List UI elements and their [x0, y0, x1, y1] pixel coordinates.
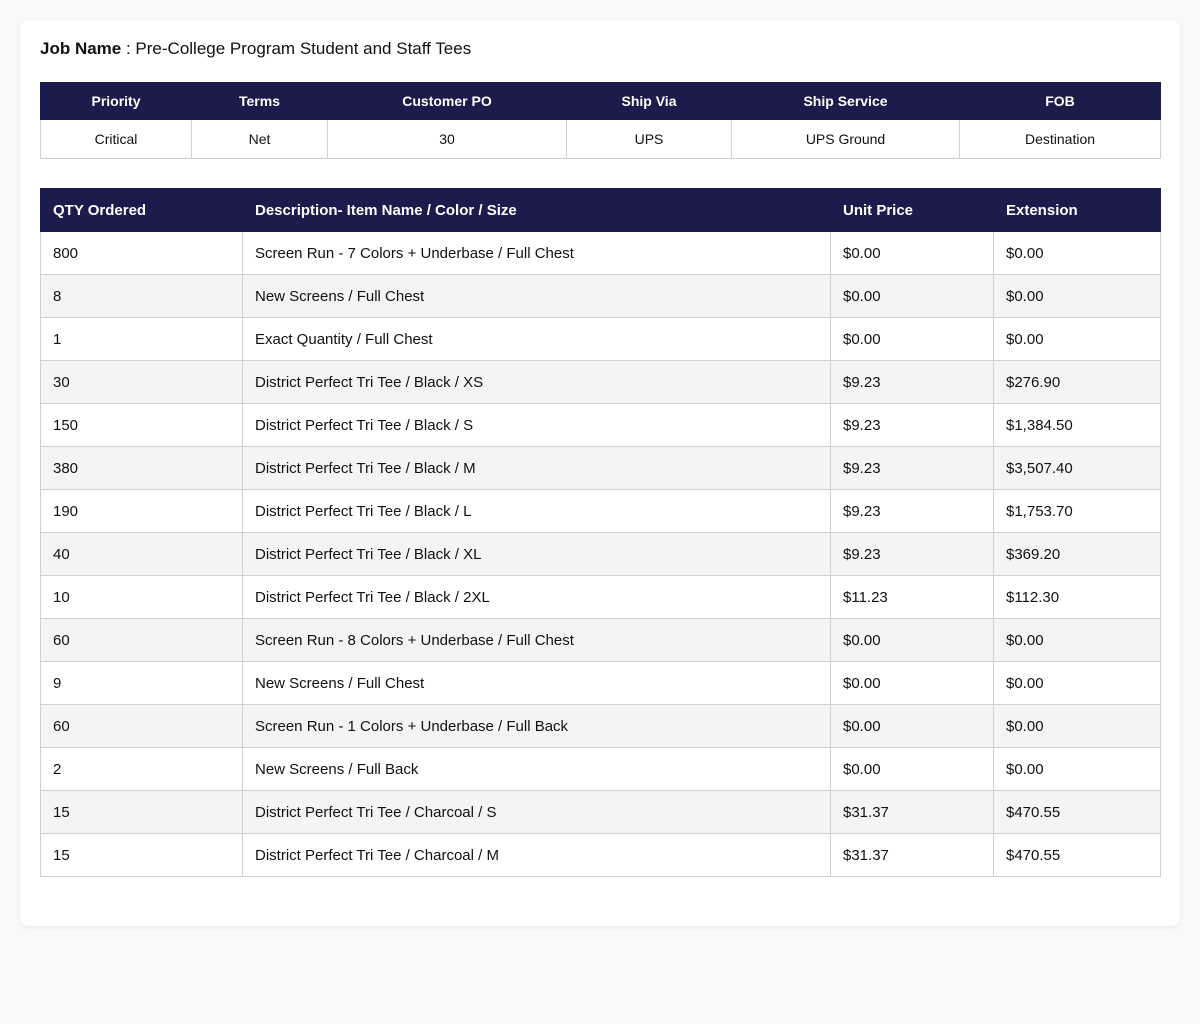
- table-row: [41, 232, 1161, 275]
- unit-price-cell: $31.37: [831, 791, 994, 834]
- meta-value-ship-service: UPS Ground: [732, 120, 960, 159]
- table-row: [41, 361, 1161, 404]
- qty-cell: 2: [41, 748, 243, 791]
- meta-value-row: [41, 120, 1161, 159]
- description-cell: District Perfect Tri Tee / Black / S: [243, 404, 831, 447]
- qty-cell: 40: [41, 533, 243, 576]
- description-cell: District Perfect Tri Tee / Charcoal / S: [243, 791, 831, 834]
- table-row: [41, 748, 1161, 791]
- line-items-body: [41, 232, 1161, 877]
- order-card: [20, 20, 1180, 926]
- meta-header-ship-service: Ship Service: [732, 83, 960, 120]
- qty-cell: 8: [41, 275, 243, 318]
- table-row: [41, 404, 1161, 447]
- items-header-qty: QTY Ordered: [41, 189, 243, 232]
- qty-cell: 150: [41, 404, 243, 447]
- table-row: [41, 490, 1161, 533]
- description-cell: Screen Run - 1 Colors + Underbase / Full Back: [243, 705, 831, 748]
- meta-header-customer-po: Customer PO: [328, 83, 567, 120]
- extension-cell: $0.00: [994, 662, 1161, 705]
- unit-price-cell: $0.00: [831, 232, 994, 275]
- unit-price-cell: $9.23: [831, 361, 994, 404]
- unit-price-cell: $0.00: [831, 705, 994, 748]
- job-name-heading: [40, 38, 471, 60]
- items-header-extension: Extension: [994, 189, 1161, 232]
- extension-cell: $0.00: [994, 619, 1161, 662]
- extension-cell: $470.55: [994, 791, 1161, 834]
- description-cell: District Perfect Tri Tee / Black / XL: [243, 533, 831, 576]
- table-row: [41, 662, 1161, 705]
- table-row: [41, 318, 1161, 361]
- qty-cell: 30: [41, 361, 243, 404]
- qty-cell: 60: [41, 619, 243, 662]
- extension-cell: $0.00: [994, 705, 1161, 748]
- extension-cell: $3,507.40: [994, 447, 1161, 490]
- qty-cell: 800: [41, 232, 243, 275]
- unit-price-cell: $9.23: [831, 404, 994, 447]
- description-cell: New Screens / Full Chest: [243, 662, 831, 705]
- table-row: [41, 619, 1161, 662]
- qty-cell: 15: [41, 834, 243, 877]
- unit-price-cell: $0.00: [831, 748, 994, 791]
- unit-price-cell: $0.00: [831, 662, 994, 705]
- meta-value-ship-via: UPS: [567, 120, 732, 159]
- description-cell: Screen Run - 8 Colors + Underbase / Full Chest: [243, 619, 831, 662]
- unit-price-cell: $9.23: [831, 490, 994, 533]
- job-name-separator: :: [121, 39, 136, 58]
- table-row: [41, 533, 1161, 576]
- extension-cell: $470.55: [994, 834, 1161, 877]
- unit-price-cell: $0.00: [831, 619, 994, 662]
- unit-price-cell: $0.00: [831, 275, 994, 318]
- qty-cell: 380: [41, 447, 243, 490]
- order-meta-table: [40, 82, 1161, 159]
- description-cell: Screen Run - 7 Colors + Underbase / Full Chest: [243, 232, 831, 275]
- qty-cell: 60: [41, 705, 243, 748]
- extension-cell: $0.00: [994, 748, 1161, 791]
- qty-cell: 9: [41, 662, 243, 705]
- table-row: [41, 447, 1161, 490]
- meta-value-terms: Net: [192, 120, 328, 159]
- table-row: [41, 705, 1161, 748]
- unit-price-cell: $0.00: [831, 318, 994, 361]
- table-row: [41, 834, 1161, 877]
- description-cell: Exact Quantity / Full Chest: [243, 318, 831, 361]
- extension-cell: $1,384.50: [994, 404, 1161, 447]
- table-row: [41, 576, 1161, 619]
- description-cell: District Perfect Tri Tee / Black / M: [243, 447, 831, 490]
- extension-cell: $1,753.70: [994, 490, 1161, 533]
- table-row: [41, 275, 1161, 318]
- meta-header-row: [41, 83, 1161, 120]
- description-cell: District Perfect Tri Tee / Black / L: [243, 490, 831, 533]
- meta-value-priority: Critical: [41, 120, 192, 159]
- description-cell: District Perfect Tri Tee / Black / XS: [243, 361, 831, 404]
- job-name-label: Job Name: [40, 39, 122, 58]
- description-cell: District Perfect Tri Tee / Black / 2XL: [243, 576, 831, 619]
- meta-value-fob: Destination: [960, 120, 1161, 159]
- unit-price-cell: $9.23: [831, 533, 994, 576]
- description-cell: New Screens / Full Chest: [243, 275, 831, 318]
- meta-header-ship-via: Ship Via: [567, 83, 732, 120]
- items-header-unit-price: Unit Price: [831, 189, 994, 232]
- extension-cell: $112.30: [994, 576, 1161, 619]
- qty-cell: 15: [41, 791, 243, 834]
- unit-price-cell: $11.23: [831, 576, 994, 619]
- items-header-row: [41, 189, 1161, 232]
- extension-cell: $276.90: [994, 361, 1161, 404]
- meta-header-priority: Priority: [41, 83, 192, 120]
- description-cell: District Perfect Tri Tee / Charcoal / M: [243, 834, 831, 877]
- description-cell: New Screens / Full Back: [243, 748, 831, 791]
- extension-cell: $369.20: [994, 533, 1161, 576]
- job-name-value: Pre-College Program Student and Staff Tees: [135, 39, 472, 58]
- qty-cell: 10: [41, 576, 243, 619]
- meta-value-customer-po: 30: [328, 120, 567, 159]
- qty-cell: 190: [41, 490, 243, 533]
- extension-cell: $0.00: [994, 232, 1161, 275]
- table-row: [41, 791, 1161, 834]
- unit-price-cell: $31.37: [831, 834, 994, 877]
- meta-header-terms: Terms: [192, 83, 328, 120]
- extension-cell: $0.00: [994, 275, 1161, 318]
- qty-cell: 1: [41, 318, 243, 361]
- unit-price-cell: $9.23: [831, 447, 994, 490]
- extension-cell: $0.00: [994, 318, 1161, 361]
- meta-header-fob: FOB: [960, 83, 1161, 120]
- line-items-table: [40, 188, 1161, 877]
- items-header-description: Description- Item Name / Color / Size: [243, 189, 831, 232]
